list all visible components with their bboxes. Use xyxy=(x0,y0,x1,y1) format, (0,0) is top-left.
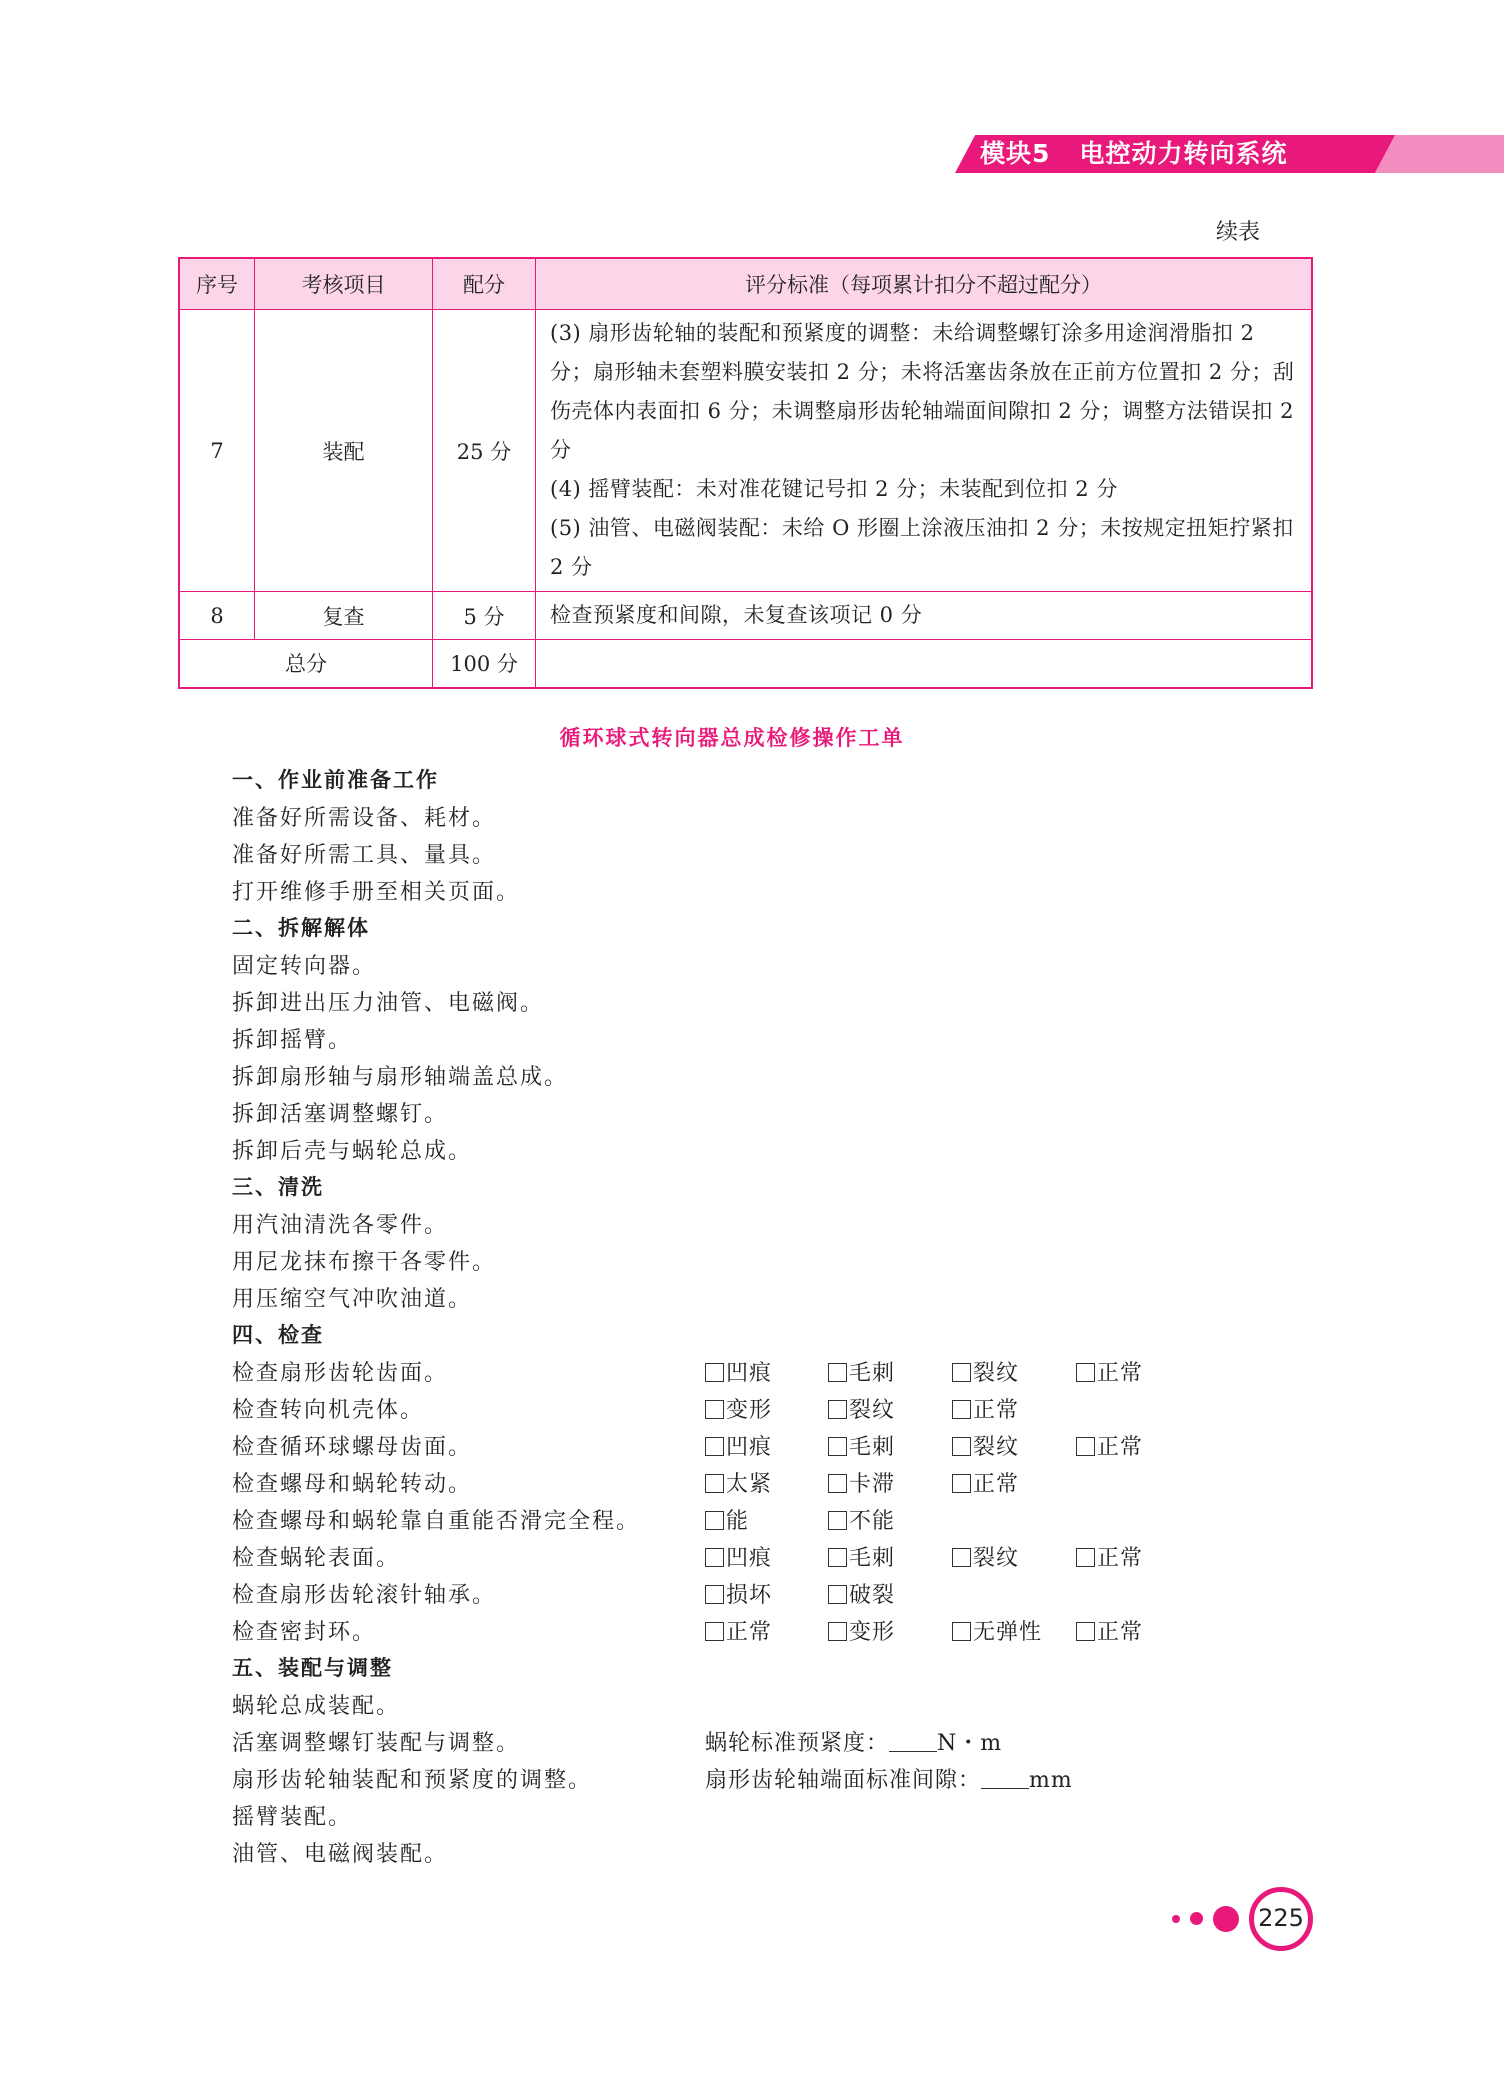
checkbox-option[interactable]: 凹痕 xyxy=(705,1430,772,1461)
header-criteria: 评分标准（每项累计扣分不超过配分） xyxy=(536,258,1313,310)
checkbox-icon[interactable] xyxy=(952,1400,971,1419)
step-line: 拆卸进出压力油管、电磁阀。 xyxy=(232,991,545,1016)
checkbox-icon[interactable] xyxy=(828,1474,847,1493)
inspection-item: 检查螺母和蜗轮转动。 xyxy=(232,1472,473,1497)
checkbox-option[interactable]: 凹痕 xyxy=(705,1541,772,1572)
page-number: 225 xyxy=(1258,1904,1304,1932)
total-empty xyxy=(536,640,1313,688)
checkbox-option[interactable]: 太紧 xyxy=(705,1467,772,1498)
checkbox-icon[interactable] xyxy=(828,1511,847,1530)
inspection-item: 检查蜗轮表面。 xyxy=(232,1546,401,1571)
inspection-item: 检查循环球螺母齿面。 xyxy=(232,1435,473,1460)
step-line: 油管、电磁阀装配。 xyxy=(232,1842,449,1867)
clearance-blank[interactable] xyxy=(981,1768,1029,1789)
checkbox-option[interactable]: 卡滞 xyxy=(828,1467,895,1498)
checkbox-icon[interactable] xyxy=(952,1622,971,1641)
module-title: 电控动力转向系统 xyxy=(1079,139,1288,168)
checkbox-icon[interactable] xyxy=(828,1400,847,1419)
row-item: 装配 xyxy=(255,310,433,592)
checkbox-option[interactable]: 变形 xyxy=(828,1615,895,1646)
checkbox-option[interactable]: 正常 xyxy=(952,1467,1019,1498)
section-title: 四、检查 xyxy=(232,1323,324,1347)
checkbox-option[interactable]: 裂纹 xyxy=(952,1541,1019,1572)
module-number: 模块5 xyxy=(980,139,1051,168)
checkbox-icon[interactable] xyxy=(952,1437,971,1456)
step-line: 拆卸后壳与蜗轮总成。 xyxy=(232,1139,473,1164)
inspection-item: 检查螺母和蜗轮靠自重能否滑完全程。 xyxy=(232,1509,641,1534)
step-line: 用汽油清洗各零件。 xyxy=(232,1213,449,1238)
section-title: 二、拆解解体 xyxy=(232,916,370,940)
step-line: 用压缩空气冲吹油道。 xyxy=(232,1287,473,1312)
checkbox-option[interactable]: 正常 xyxy=(1076,1430,1143,1461)
table-total-row xyxy=(179,640,1312,688)
row-score: 25 分 xyxy=(433,310,536,592)
inspection-item: 检查扇形齿轮齿面。 xyxy=(232,1361,449,1386)
section-title: 一、作业前准备工作 xyxy=(232,768,439,792)
clearance-label: 扇形齿轮轴端面标准间隙： xyxy=(705,1768,982,1793)
checkbox-icon[interactable] xyxy=(705,1474,724,1493)
clearance-fill-field xyxy=(705,1763,1073,1794)
module-header xyxy=(980,135,1288,173)
step-line: 准备好所需工具、量具。 xyxy=(232,843,497,868)
checkbox-option[interactable]: 正常 xyxy=(1076,1615,1143,1646)
checkbox-icon[interactable] xyxy=(705,1437,724,1456)
checkbox-icon[interactable] xyxy=(828,1622,847,1641)
checkbox-option[interactable]: 正常 xyxy=(1076,1356,1143,1387)
worksheet-title: 循环球式转向器总成检修操作工单 xyxy=(559,726,905,750)
checkbox-icon[interactable] xyxy=(952,1548,971,1567)
checkbox-icon[interactable] xyxy=(1076,1622,1095,1641)
checkbox-option[interactable]: 正常 xyxy=(952,1393,1019,1424)
checkbox-option[interactable]: 不能 xyxy=(828,1504,895,1535)
header-score: 配分 xyxy=(433,258,536,310)
scoring-table xyxy=(178,257,1313,689)
step-line: 蜗轮总成装配。 xyxy=(232,1694,401,1719)
criteria-line: (5) 油管、电磁阀装配：未给 O 形圈上涂液压油扣 2 分；未按规定扭矩拧紧扣 2 分 xyxy=(550,516,1294,579)
criteria-line: (3) 扇形齿轮轴的装配和预紧度的调整：未给调整螺钉涂多用途润滑脂扣 2 分；扇形轴未套塑料膜安装扣 2 分；未将活塞齿条放在正前方位置扣 2 分；刮伤壳体内表面扣 6 分；未调整扇形齿轮轴端面间隙扣 2 分；调整方法错误扣 2 分 xyxy=(550,321,1295,462)
header-item: 考核项目 xyxy=(255,258,433,310)
step-line: 拆卸扇形轴与扇形轴端盖总成。 xyxy=(232,1065,569,1090)
checkbox-option[interactable]: 裂纹 xyxy=(952,1356,1019,1387)
criteria-line: (4) 摇臂装配：未对准花键记号扣 2 分；未装配到位扣 2 分 xyxy=(550,477,1118,501)
checkbox-icon[interactable] xyxy=(952,1474,971,1493)
clearance-unit: mm xyxy=(1029,1768,1073,1793)
checkbox-option[interactable]: 正常 xyxy=(1076,1541,1143,1572)
table-header-row xyxy=(179,258,1312,310)
inspection-item: 检查转向机壳体。 xyxy=(232,1398,425,1423)
checkbox-option[interactable]: 破裂 xyxy=(828,1578,895,1609)
preload-unit: N・m xyxy=(937,1731,1003,1756)
checkbox-option[interactable]: 正常 xyxy=(705,1615,772,1646)
total-score: 100 分 xyxy=(433,640,536,688)
step-line: 拆卸活塞调整螺钉。 xyxy=(232,1102,449,1127)
decorative-dot xyxy=(1213,1906,1239,1932)
checkbox-icon[interactable] xyxy=(828,1585,847,1604)
checkbox-icon[interactable] xyxy=(705,1363,724,1382)
step-line: 准备好所需设备、耗材。 xyxy=(232,806,497,831)
inspection-item: 检查扇形齿轮滚针轴承。 xyxy=(232,1583,497,1608)
checkbox-option[interactable]: 凹痕 xyxy=(705,1356,772,1387)
decorative-dot xyxy=(1172,1915,1180,1923)
section-title: 五、装配与调整 xyxy=(232,1656,393,1680)
checkbox-icon[interactable] xyxy=(705,1622,724,1641)
checkbox-icon[interactable] xyxy=(828,1548,847,1567)
checkbox-icon[interactable] xyxy=(705,1400,724,1419)
checkbox-option[interactable]: 毛刺 xyxy=(828,1356,895,1387)
table-row xyxy=(179,592,1312,640)
checkbox-option[interactable]: 损坏 xyxy=(705,1578,772,1609)
checkbox-option[interactable]: 裂纹 xyxy=(828,1393,895,1424)
header-band-light xyxy=(1375,135,1504,173)
preload-label: 蜗轮标准预紧度： xyxy=(705,1731,890,1756)
checkbox-option[interactable]: 毛刺 xyxy=(828,1430,895,1461)
checkbox-icon[interactable] xyxy=(1076,1437,1095,1456)
row-item: 复查 xyxy=(255,592,433,640)
checkbox-icon[interactable] xyxy=(1076,1363,1095,1382)
step-line: 活塞调整螺钉装配与调整。 xyxy=(232,1731,521,1756)
step-line: 拆卸摇臂。 xyxy=(232,1028,353,1053)
row-score: 5 分 xyxy=(433,592,536,640)
checkbox-option[interactable]: 毛刺 xyxy=(828,1541,895,1572)
total-label: 总分 xyxy=(179,640,433,688)
checkbox-option[interactable]: 无弹性 xyxy=(952,1615,1042,1646)
step-line: 摇臂装配。 xyxy=(232,1805,353,1830)
checkbox-icon[interactable] xyxy=(952,1363,971,1382)
checkbox-icon[interactable] xyxy=(705,1548,724,1567)
preload-blank[interactable] xyxy=(889,1731,937,1752)
checkbox-option[interactable]: 裂纹 xyxy=(952,1430,1019,1461)
row-no: 8 xyxy=(179,592,255,640)
row-criteria: 检查预紧度和间隙，未复查该项记 0 分 xyxy=(536,592,1313,640)
checkbox-icon[interactable] xyxy=(828,1363,847,1382)
step-line: 固定转向器。 xyxy=(232,954,377,979)
header-no: 序号 xyxy=(179,258,255,310)
row-criteria xyxy=(536,310,1313,592)
step-line: 扇形齿轮轴装配和预紧度的调整。 xyxy=(232,1768,593,1793)
step-line: 用尼龙抹布擦干各零件。 xyxy=(232,1250,497,1275)
table-row xyxy=(179,310,1312,592)
continued-label: 续表 xyxy=(1216,220,1261,245)
step-line: 打开维修手册至相关页面。 xyxy=(232,880,521,905)
row-no: 7 xyxy=(179,310,255,592)
inspection-item: 检查密封环。 xyxy=(232,1620,377,1645)
checkbox-icon[interactable] xyxy=(828,1437,847,1456)
checkbox-icon[interactable] xyxy=(1076,1548,1095,1567)
decorative-dot xyxy=(1190,1912,1203,1925)
checkbox-icon[interactable] xyxy=(705,1511,724,1530)
preload-fill-field xyxy=(705,1726,1002,1757)
section-title: 三、清洗 xyxy=(232,1175,324,1199)
checkbox-option[interactable]: 变形 xyxy=(705,1393,772,1424)
checkbox-icon[interactable] xyxy=(705,1585,724,1604)
checkbox-option[interactable]: 能 xyxy=(705,1504,749,1535)
